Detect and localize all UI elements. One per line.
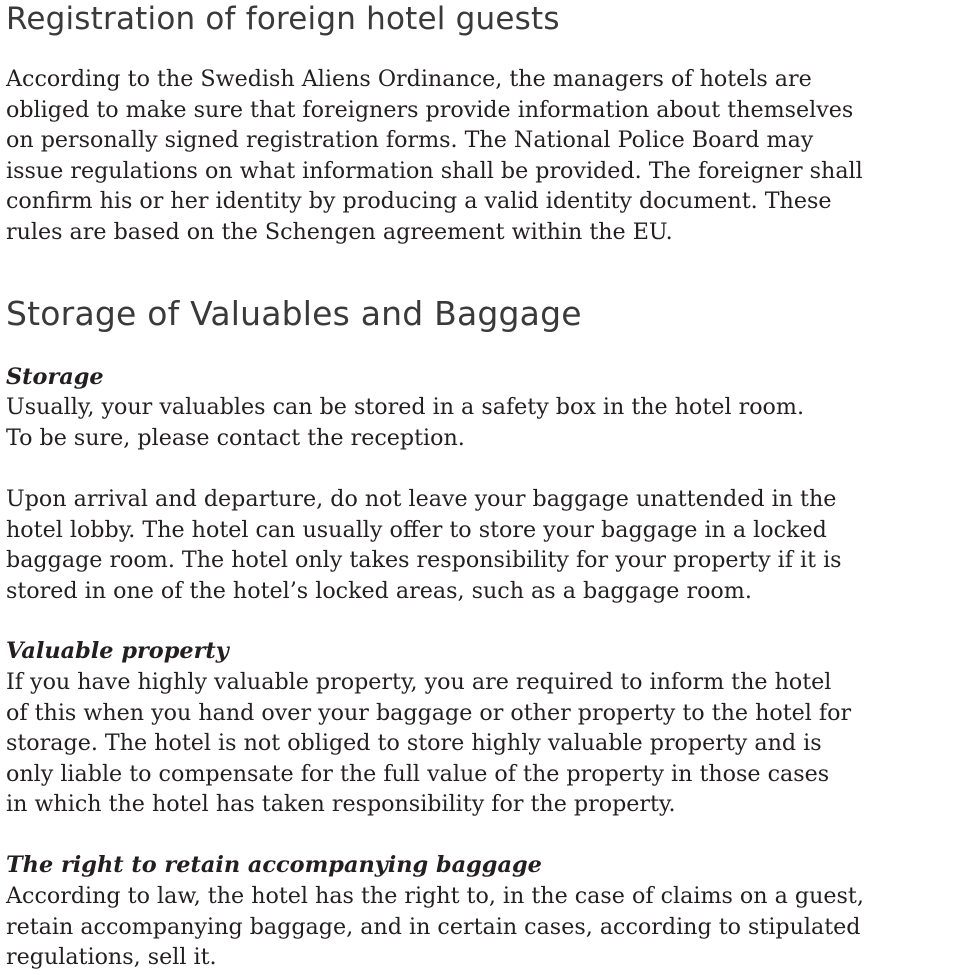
paragraph-line: hotel lobby. The hotel can usually offer to store your baggage in a locked	[6, 516, 827, 543]
paragraph-line: issue regulations on what information shall be provided. The foreigner shall	[6, 157, 863, 184]
paragraph-line: According to law, the hotel has the right to, in the case of claims on a guest,	[6, 883, 864, 909]
registration-paragraph	[6, 64, 960, 248]
valuable-property-paragraph	[6, 667, 960, 820]
paragraph-line: Upon arrival and departure, do not leave your baggage unattended in the	[6, 486, 837, 512]
paragraph-line: rules are based on the Schengen agreement within the EU.	[6, 218, 673, 245]
storage-subheading: Storage	[6, 364, 104, 390]
paragraph-line: on personally signed registration forms. The National Police Board may	[6, 127, 814, 154]
paragraph-line: If you have highly valuable property, you are required to inform the hotel	[6, 669, 832, 695]
paragraph-line: stored in one of the hotel’s locked areas, such as a baggage room.	[6, 577, 752, 604]
paragraph-line: in which the hotel has taken responsibility for the property.	[6, 791, 676, 818]
paragraph-line: retain accompanying baggage, and in certain cases, according to stipulated	[6, 913, 861, 940]
paragraph-line: only liable to compensate for the full value of the property in those cases	[6, 760, 830, 787]
paragraph-line: obliged to make sure that foreigners provide information about themselves	[6, 96, 854, 123]
retain-baggage-subheading: The right to retain accompanying baggage	[6, 852, 542, 878]
paragraph-line: According to the Swedish Aliens Ordinance, the managers of hotels are	[6, 66, 812, 92]
storage-paragraph-2	[6, 484, 960, 606]
retain-baggage-paragraph	[6, 881, 960, 973]
paragraph-line: of this when you hand over your baggage or other property to the hotel for	[6, 699, 852, 726]
paragraph-line: regulations, sell it.	[6, 944, 217, 971]
storage-valuables-heading: Storage of Valuables and Baggage	[6, 294, 582, 333]
paragraph-line: Usually, your valuables can be stored in a safety box in the hotel room.	[6, 394, 805, 420]
registration-heading: Registration of foreign hotel guests	[6, 1, 560, 37]
storage-paragraph-1	[6, 392, 960, 453]
paragraph-line: storage. The hotel is not obliged to store highly valuable property and is	[6, 730, 822, 757]
paragraph-line: To be sure, please contact the reception.	[6, 424, 465, 451]
paragraph-line: confirm his or her identity by producing a valid identity document. These	[6, 188, 832, 215]
valuable-property-subheading: Valuable property	[6, 638, 229, 664]
paragraph-line: baggage room. The hotel only takes responsibility for your property if it is	[6, 547, 842, 574]
